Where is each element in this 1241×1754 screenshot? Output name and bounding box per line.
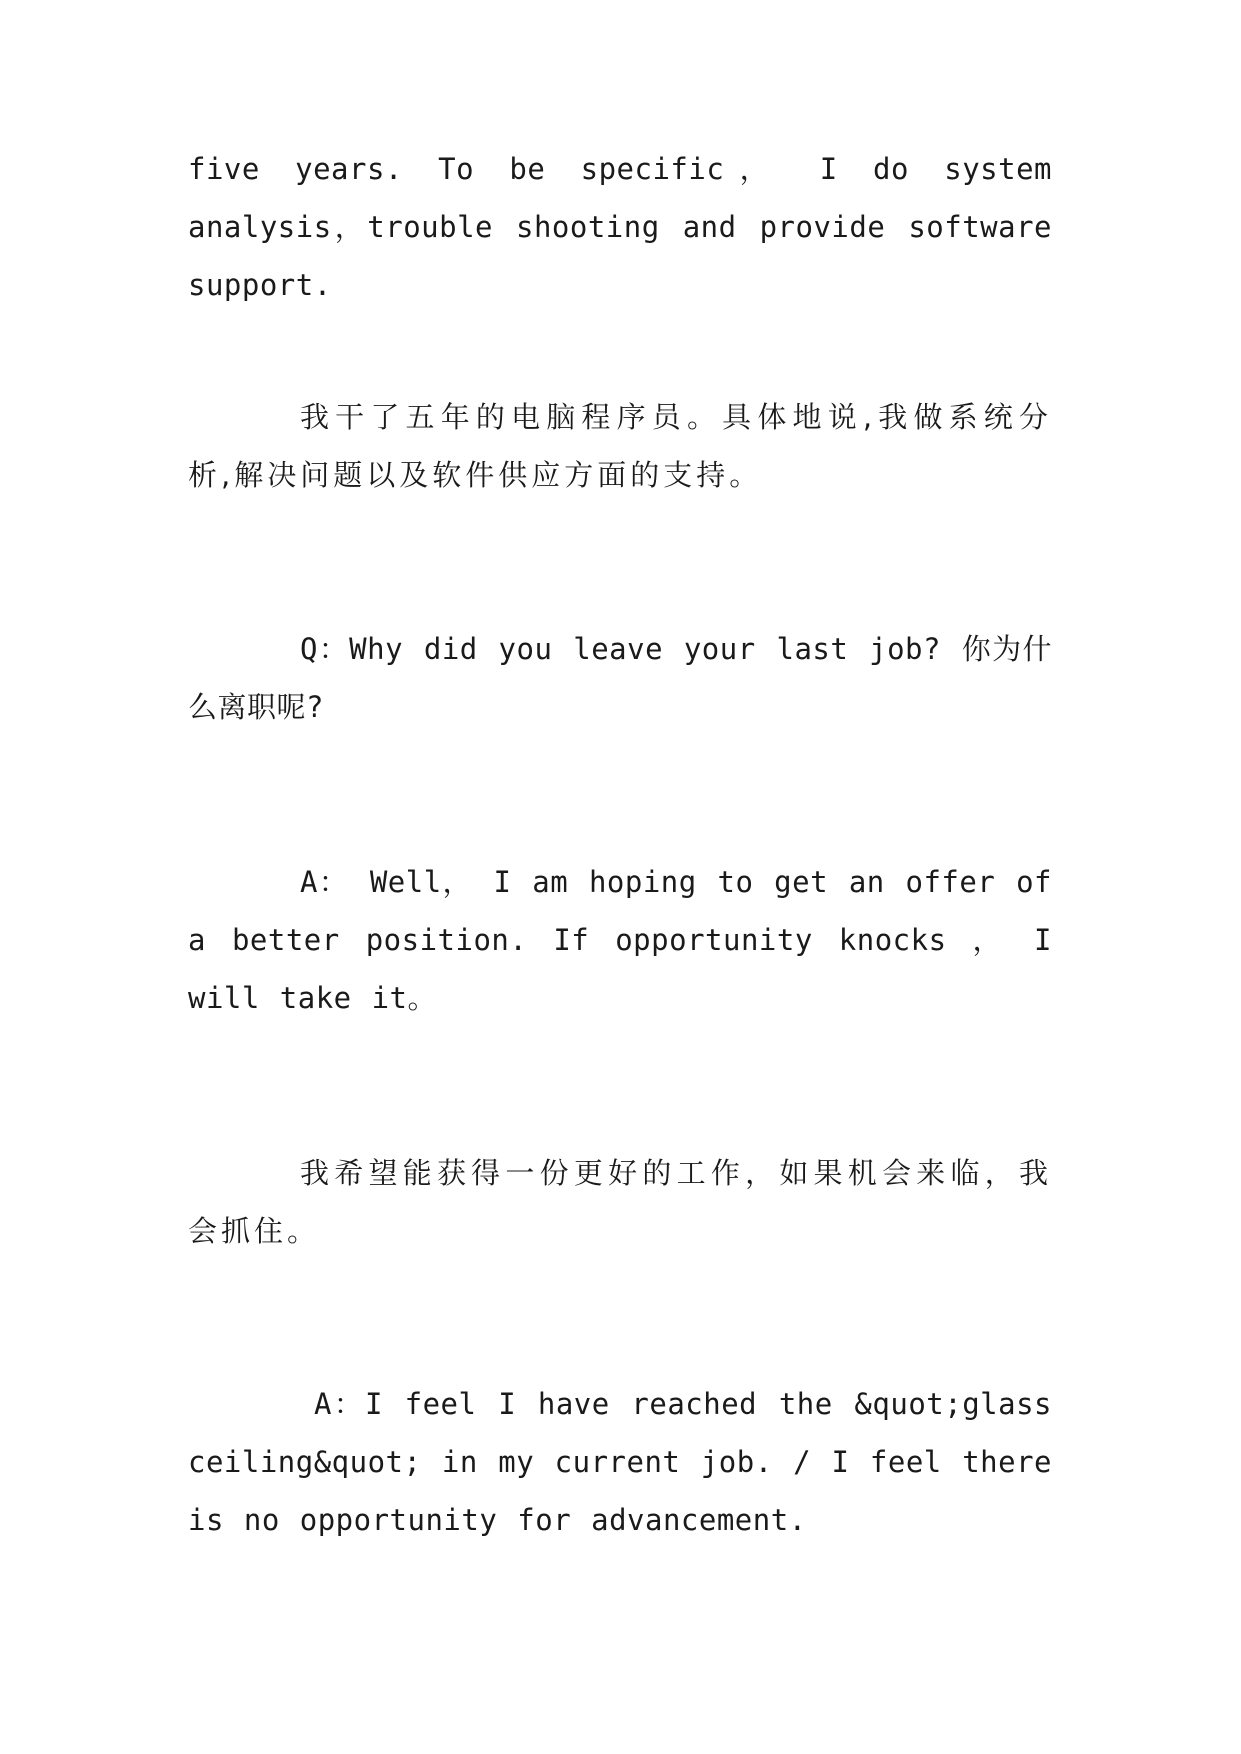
paragraph-answer-continuation: five years. To be specific， I do system analysis，trouble shooting and provide software support. (188, 152, 1052, 302)
paragraph-answer-glass-ceiling: A：I feel I have reached the &quot;glass ceiling&quot; in my current job. / I feel there is no opportunity for advancement. (188, 1387, 1052, 1537)
paragraph-question-leave-job: Q：Why did you leave your last job? 你为什么离职呢? (188, 632, 1052, 724)
paragraph-answer-better-position: A： Well， I am hoping to get an offer of a better position. If opportunity knocks ， I will take it。 (188, 865, 1052, 1015)
paragraph-answer-chinese: 我干了五年的电脑程序员。具体地说,我做系统分析,解决问题以及软件供应方面的支持。 (188, 400, 1052, 492)
paragraph-answer-better-position-chinese: 我希望能获得一份更好的工作，如果机会来临，我会抓住。 (188, 1156, 1052, 1248)
